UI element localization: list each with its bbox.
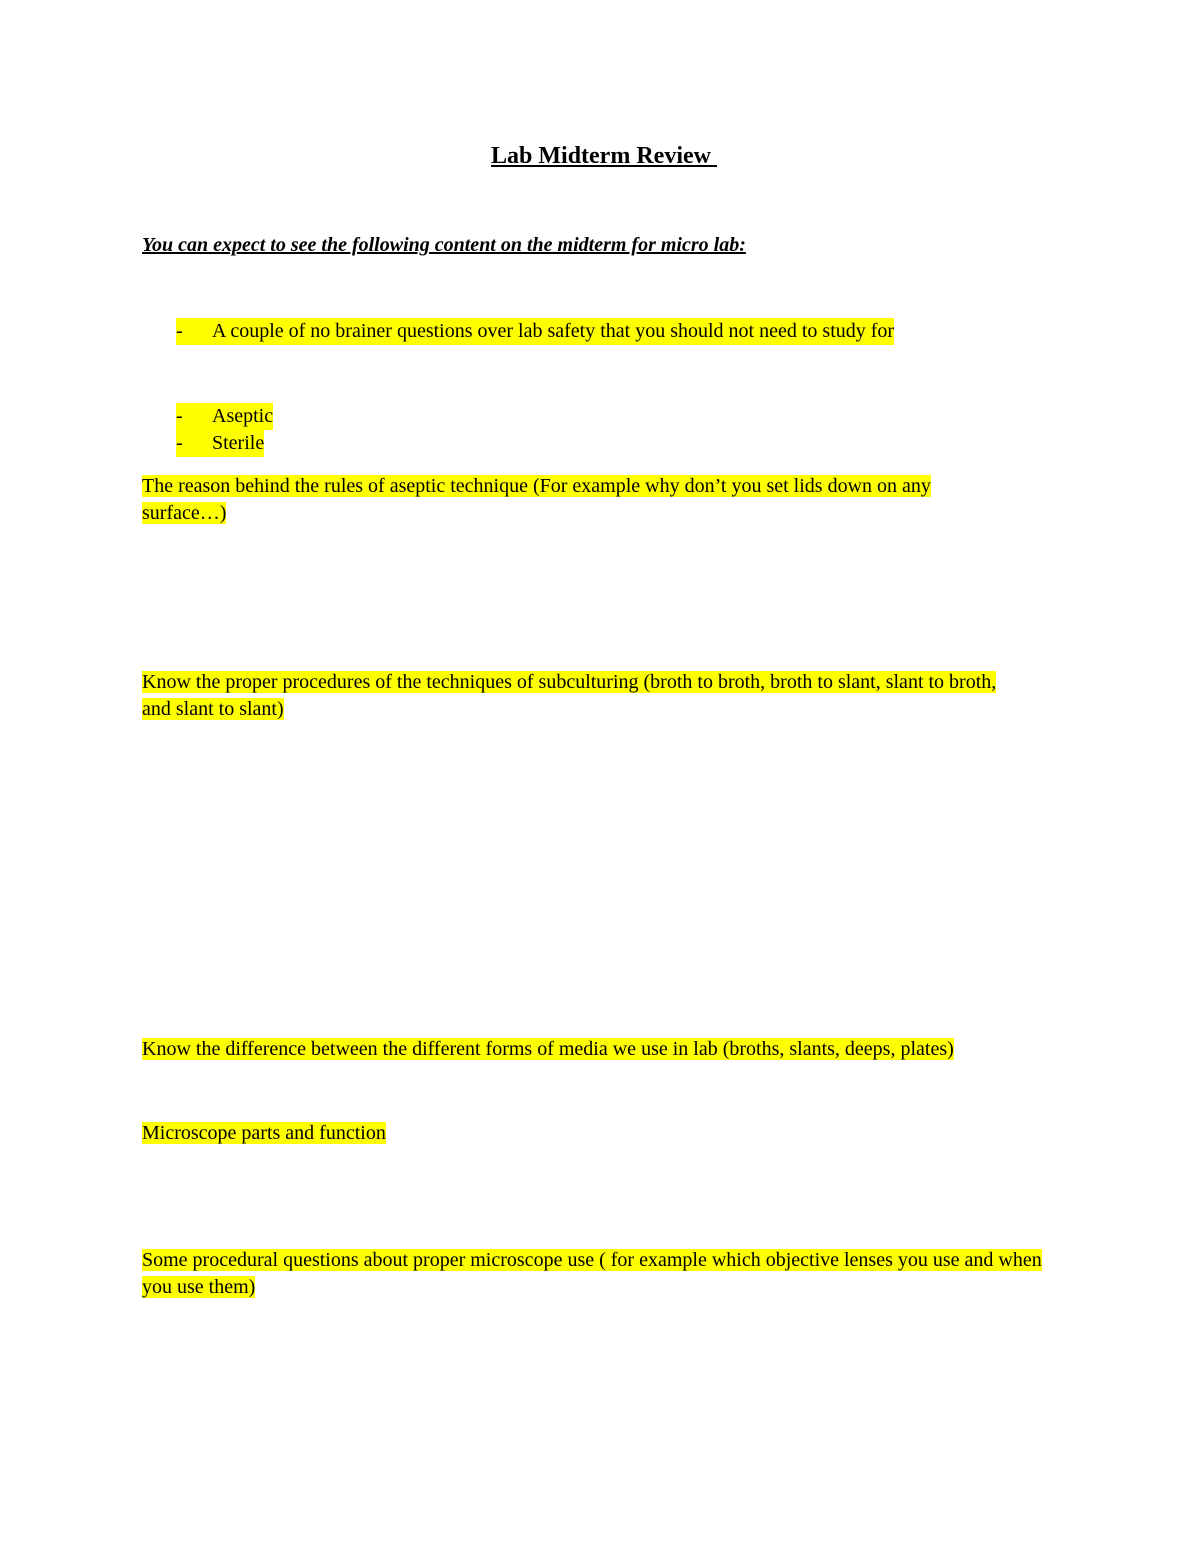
paragraph-microscope-use bbox=[142, 1247, 1042, 1301]
bullet-item-sterile bbox=[176, 430, 264, 457]
intro-heading: You can expect to see the following content on the midterm for micro lab: bbox=[142, 234, 746, 256]
bullet-marker: - bbox=[176, 320, 183, 342]
paragraph-text: Know the proper procedures of the techniques of subculturing (broth to broth, broth to slant, slant to broth, and slant to slant) bbox=[142, 671, 997, 720]
paragraph-microscope-parts bbox=[142, 1120, 1042, 1147]
paragraph-text: The reason behind the rules of aseptic technique (For example why don’t you set lids down on any surface…) bbox=[142, 475, 931, 524]
bullet-text: Aseptic bbox=[212, 405, 274, 427]
bullet-item-lab-safety bbox=[176, 318, 894, 345]
paragraph-media-forms bbox=[142, 1036, 1142, 1063]
paragraph-text: Know the difference between the different forms of media we use in lab (broths, slants, deeps, plates) bbox=[142, 1038, 954, 1060]
bullet-marker: - bbox=[176, 405, 183, 427]
bullet-marker: - bbox=[176, 432, 183, 454]
paragraph-text: Microscope parts and function bbox=[142, 1122, 386, 1144]
bullet-item-aseptic bbox=[176, 403, 273, 430]
bullet-text: Sterile bbox=[212, 432, 265, 454]
paragraph-subculturing bbox=[142, 669, 1022, 723]
bullet-text: A couple of no brainer questions over lab safety that you should not need to study for bbox=[212, 320, 895, 342]
paragraph-text: Some procedural questions about proper microscope use ( for example which objective lenses you use and when you use them) bbox=[142, 1249, 1042, 1298]
document-title: Lab Midterm Review bbox=[491, 143, 717, 169]
paragraph-aseptic-rules bbox=[142, 473, 1002, 527]
